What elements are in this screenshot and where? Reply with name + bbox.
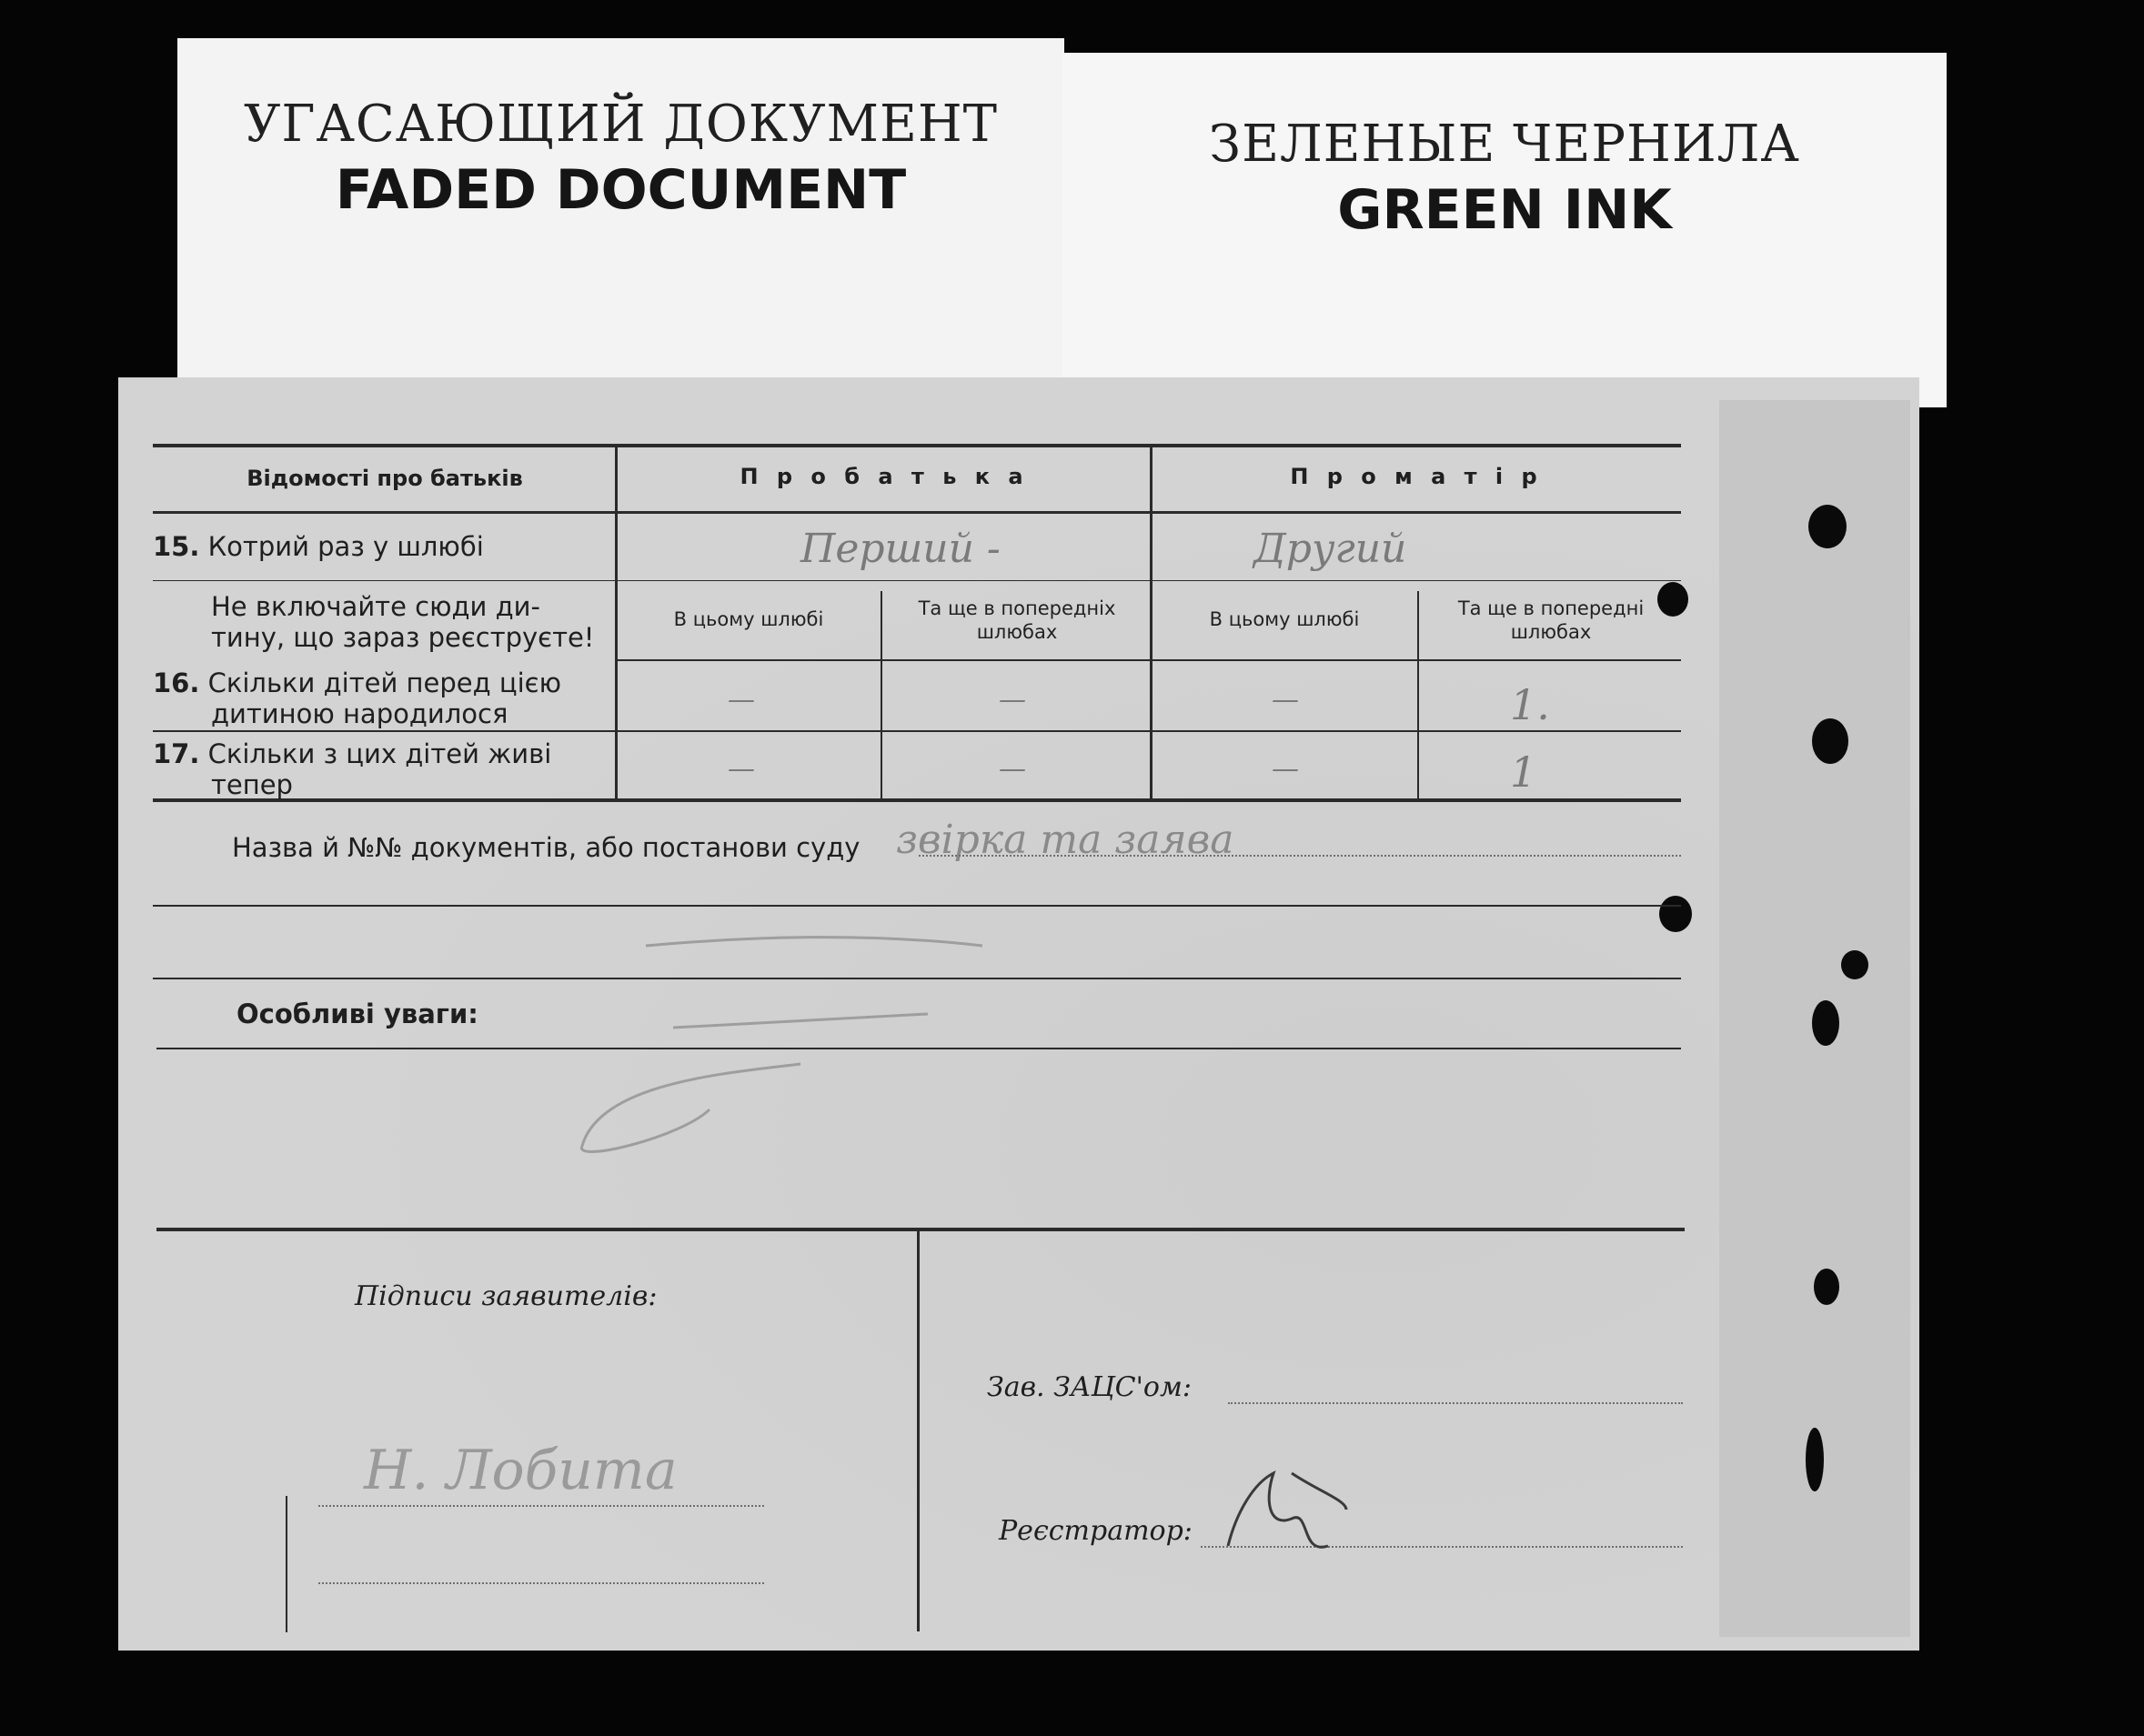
header-about-father: П р о б а т ь к а bbox=[740, 464, 1029, 489]
row15-father-value: Перший - bbox=[800, 526, 1001, 572]
row16-label-line1: 16. Скільки дітей перед цією bbox=[153, 667, 561, 698]
header-about-mother: П р о м а т і р bbox=[1290, 464, 1543, 489]
documents-label: Назва й №№ документів, або постанови суду bbox=[232, 832, 861, 863]
mother-current-marriage-header: В цьому шлюбі bbox=[1209, 608, 1360, 630]
binding-hole bbox=[1841, 950, 1868, 979]
row17-label-line2: тепер bbox=[211, 769, 293, 800]
row15-label: 15. Котрий раз у шлюбі bbox=[153, 531, 484, 562]
note-line2: тину, що зараз реєструєте! bbox=[211, 622, 595, 653]
binding-hole bbox=[1812, 1000, 1839, 1046]
green-ink-label-en: GREEN INK bbox=[1337, 178, 1672, 242]
father-previous-marriages-header: Та ще в попередніх шлюбах bbox=[918, 597, 1116, 643]
note-line1: Не включайте сюди ди- bbox=[211, 591, 540, 622]
row17-label-line1: 17. Скільки з цих дітей живі bbox=[153, 738, 552, 769]
faded-document-label-card bbox=[177, 38, 1064, 402]
applicant-signature: Н. Лобита bbox=[364, 1439, 678, 1502]
head-of-registry-label: Зав. ЗАЦС'ом: bbox=[987, 1371, 1192, 1403]
remarks-label: Особливі уваги: bbox=[237, 998, 478, 1029]
mother-previous-marriages-header: Та ще в попередні шлюбах bbox=[1457, 597, 1645, 643]
row15-mother-value: Другий bbox=[1253, 526, 1407, 572]
binding-hole bbox=[1659, 896, 1692, 932]
binding-hole bbox=[1814, 1269, 1839, 1305]
remarks-scribble-mark bbox=[564, 928, 1037, 1164]
row16-father-current: — bbox=[728, 684, 755, 716]
row16-label-line2: дитиною народилося bbox=[211, 698, 508, 729]
binding-hole bbox=[1808, 505, 1847, 548]
row16-mother-current: — bbox=[1272, 684, 1299, 716]
row17-mother-current: — bbox=[1272, 753, 1299, 785]
row16-mother-previous: 1. bbox=[1510, 680, 1550, 729]
row16-father-previous: — bbox=[999, 684, 1026, 716]
documents-value: звірка та заява bbox=[896, 817, 1234, 863]
father-current-marriage-header: В цьому шлюбі bbox=[673, 608, 824, 630]
faded-document-label-ru: УГАСАЮЩИЙ ДОКУМЕНТ bbox=[243, 95, 999, 154]
applicants-signatures-label: Підписи заявителів: bbox=[355, 1280, 658, 1312]
row17-father-current: — bbox=[728, 753, 755, 785]
binding-hole bbox=[1806, 1428, 1824, 1491]
binding-hole bbox=[1812, 718, 1848, 764]
registrar-label: Реєстратор: bbox=[999, 1515, 1193, 1547]
header-parent-info: Відомості про батьків bbox=[247, 466, 523, 491]
row17-father-previous: — bbox=[999, 753, 1026, 785]
row17-mother-previous: 1 bbox=[1510, 748, 1537, 797]
green-ink-label-card bbox=[1062, 53, 1947, 407]
green-ink-label-ru: ЗЕЛЕНЫЕ ЧЕРНИЛА bbox=[1209, 115, 1800, 174]
faded-document-label-en: FADED DOCUMENT bbox=[335, 158, 907, 222]
registrar-signature bbox=[1201, 1455, 1364, 1591]
